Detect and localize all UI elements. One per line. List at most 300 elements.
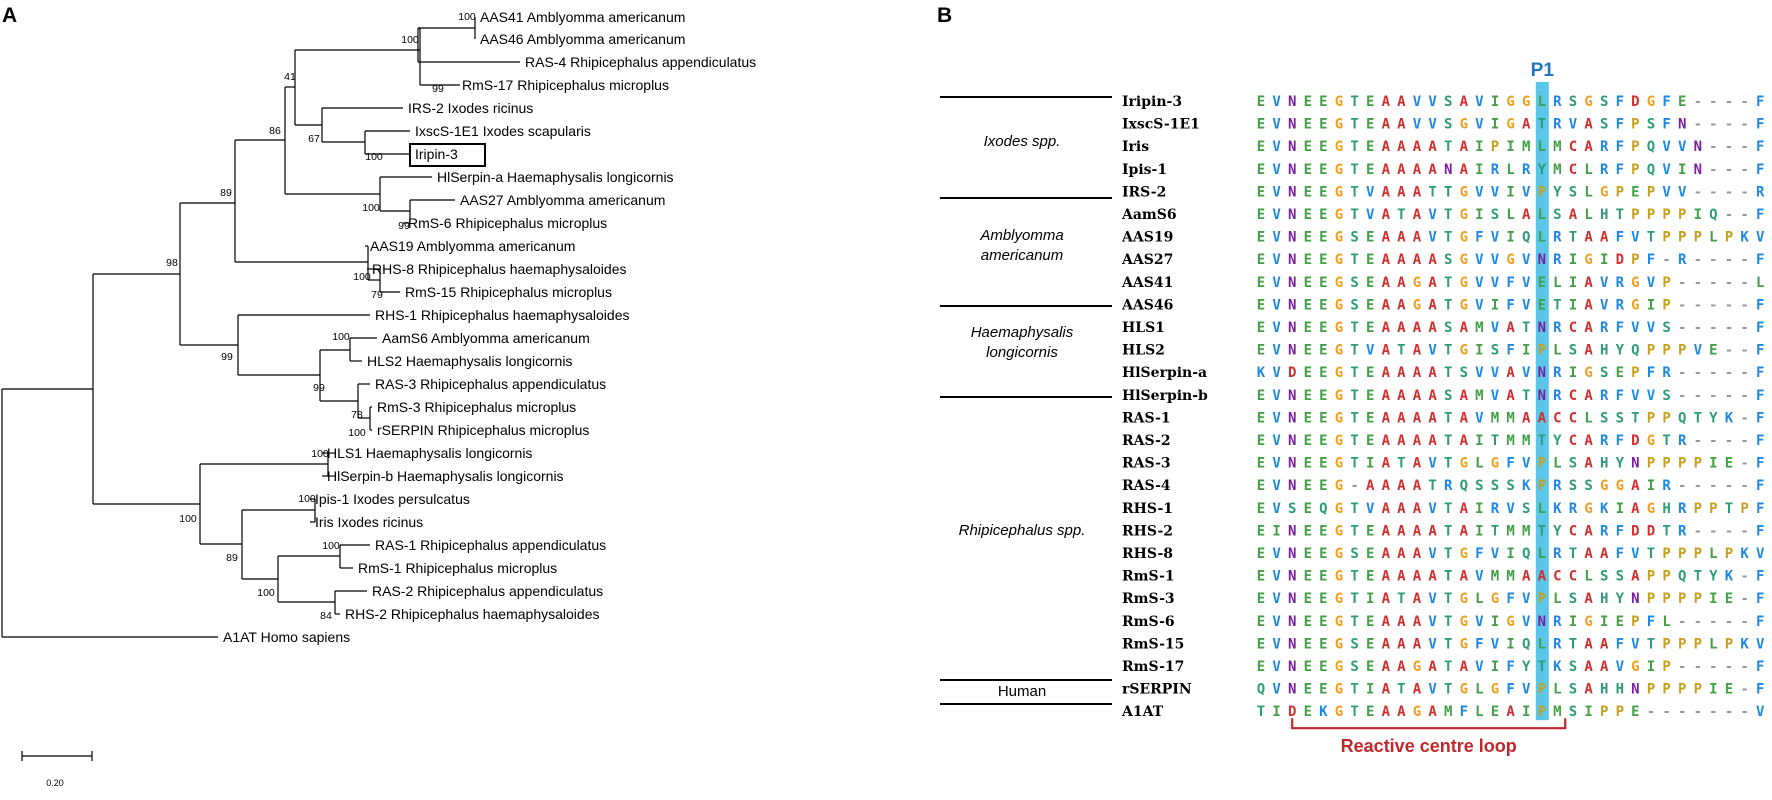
- residue: P: [1662, 410, 1671, 427]
- residue: -: [1350, 478, 1359, 495]
- residue: E: [1256, 636, 1266, 653]
- residue: H: [1599, 207, 1609, 223]
- residue: R: [1615, 274, 1625, 291]
- residue: F: [1506, 342, 1515, 359]
- residue: -: [1724, 139, 1734, 156]
- residue: -: [1709, 659, 1718, 675]
- residue: T: [1490, 523, 1500, 540]
- tree-tip-label: Ipis-1 Ixodes persulcatus: [315, 491, 470, 507]
- residue: A: [1459, 433, 1469, 449]
- residue: L: [1584, 207, 1593, 223]
- residue: M: [1475, 320, 1484, 336]
- residue: E: [1256, 387, 1266, 404]
- residue: E: [1319, 681, 1328, 698]
- bootstrap-value: 100: [365, 151, 383, 163]
- sequence-row: [1257, 659, 1772, 675]
- residue: R: [1677, 500, 1687, 517]
- residue: S: [1568, 94, 1578, 110]
- residue: T: [1662, 523, 1671, 540]
- residue: P: [1490, 139, 1500, 156]
- residue: -: [1724, 659, 1734, 675]
- residue: V: [1475, 297, 1484, 314]
- residue: F: [1755, 252, 1765, 269]
- residue: T: [1568, 229, 1578, 246]
- residue: E: [1303, 568, 1313, 585]
- residue: K: [1724, 410, 1734, 427]
- residue: T: [1350, 139, 1359, 156]
- sequence-row: [1257, 569, 1772, 585]
- sequence-row: [1257, 388, 1772, 404]
- residue: T: [1521, 387, 1531, 404]
- residue: V: [1428, 229, 1437, 246]
- residue: S: [1568, 184, 1578, 201]
- residue: T: [1537, 433, 1547, 449]
- residue: H: [1599, 681, 1609, 698]
- residue: N: [1287, 546, 1297, 562]
- sequence-row: [1257, 184, 1772, 200]
- residue: T: [1350, 365, 1359, 382]
- residue: V: [1365, 184, 1375, 201]
- residue: V: [1662, 161, 1671, 178]
- residue: T: [1615, 207, 1625, 223]
- residue: Q: [1319, 500, 1328, 517]
- residue: -: [1709, 161, 1718, 178]
- residue: P: [1677, 546, 1687, 562]
- group-label: Amblyomma: [980, 227, 1064, 244]
- residue: P: [1693, 455, 1703, 472]
- residue: A: [1397, 410, 1406, 427]
- residue: P: [1537, 704, 1547, 721]
- residue: V: [1365, 207, 1375, 223]
- residue: F: [1755, 94, 1765, 110]
- residue: L: [1584, 568, 1593, 585]
- residue: L: [1537, 500, 1547, 517]
- residue: S: [1350, 659, 1359, 675]
- residue: A: [1381, 320, 1391, 336]
- residue: I: [1646, 297, 1656, 314]
- residue: I: [1490, 116, 1500, 133]
- residue: I: [1490, 94, 1500, 110]
- residue: I: [1475, 207, 1484, 223]
- residue: -: [1740, 207, 1749, 223]
- residue: E: [1303, 433, 1313, 449]
- residue: E: [1303, 229, 1313, 246]
- residue: F: [1755, 387, 1765, 404]
- residue: -: [1709, 116, 1718, 133]
- residue: A: [1521, 116, 1531, 133]
- residue: -: [1724, 613, 1734, 630]
- residue: -: [1740, 116, 1749, 133]
- residue: V: [1475, 184, 1484, 201]
- residue: V: [1412, 116, 1422, 133]
- residue: C: [1553, 410, 1562, 427]
- residue: I: [1584, 704, 1593, 721]
- residue: E: [1365, 410, 1375, 427]
- residue: E: [1256, 252, 1266, 269]
- residue: Q: [1521, 229, 1531, 246]
- residue: E: [1319, 94, 1328, 110]
- residue: -: [1740, 410, 1749, 427]
- residue: I: [1365, 681, 1375, 698]
- residue: T: [1350, 455, 1359, 472]
- residue: E: [1319, 410, 1328, 427]
- residue: E: [1724, 455, 1734, 472]
- residue: H: [1599, 342, 1609, 359]
- residue: A: [1428, 365, 1437, 382]
- residue: R: [1599, 523, 1609, 540]
- residue: V: [1631, 636, 1640, 653]
- tree-tip-label: HlSerpin-a Haemaphysalis longicornis: [437, 169, 674, 185]
- residue: F: [1755, 116, 1765, 133]
- residue: V: [1755, 546, 1765, 562]
- residue: V: [1475, 274, 1484, 291]
- residue: T: [1443, 342, 1453, 359]
- residue: P: [1740, 500, 1749, 517]
- residue: G: [1584, 500, 1593, 517]
- residue: V: [1521, 365, 1531, 382]
- bootstrap-value: 100: [298, 493, 316, 505]
- residue: E: [1303, 478, 1313, 495]
- residue: G: [1334, 681, 1344, 698]
- residue: Y: [1521, 659, 1531, 675]
- scale-bar-label: 0.20: [46, 778, 64, 788]
- residue: F: [1459, 704, 1469, 721]
- residue: L: [1553, 681, 1562, 698]
- residue: L: [1584, 184, 1593, 201]
- residue: Q: [1256, 681, 1266, 698]
- residue: C: [1568, 161, 1578, 178]
- residue: P: [1693, 681, 1703, 698]
- residue: F: [1755, 365, 1765, 382]
- residue: V: [1428, 681, 1437, 698]
- residue: T: [1350, 161, 1359, 178]
- residue: A: [1506, 704, 1515, 721]
- residue: -: [1693, 320, 1703, 336]
- residue: T: [1350, 342, 1359, 359]
- residue: N: [1287, 207, 1297, 223]
- residue: G: [1459, 613, 1469, 630]
- residue: A: [1381, 546, 1391, 562]
- bootstrap-value: 99: [221, 351, 233, 363]
- panel-label-b: B: [937, 4, 953, 27]
- residue: F: [1755, 433, 1765, 449]
- residue: M: [1521, 523, 1531, 540]
- residue: N: [1537, 613, 1547, 630]
- residue: K: [1521, 478, 1531, 495]
- group-label: longicornis: [986, 344, 1058, 361]
- sequence-name: RmS-6: [1122, 613, 1175, 630]
- residue: T: [1443, 229, 1453, 246]
- residue: V: [1693, 342, 1703, 359]
- residue: T: [1428, 184, 1437, 201]
- residue: F: [1755, 207, 1765, 223]
- residue: -: [1693, 433, 1703, 449]
- sequence-name: RAS-3: [1122, 455, 1171, 472]
- residue: E: [1365, 546, 1375, 562]
- residue: E: [1724, 681, 1734, 698]
- residue: E: [1303, 161, 1313, 178]
- residue: E: [1319, 207, 1328, 223]
- sequence-row: [1257, 207, 1772, 223]
- residue: I: [1490, 659, 1500, 675]
- residue: -: [1724, 252, 1734, 269]
- residue: V: [1428, 116, 1437, 133]
- residue: A: [1412, 546, 1422, 562]
- sequence-name: IRS-2: [1122, 184, 1167, 201]
- residue: V: [1272, 659, 1281, 675]
- residue: E: [1256, 139, 1266, 156]
- residue: A: [1381, 500, 1391, 517]
- residue: E: [1256, 568, 1266, 585]
- residue: V: [1272, 342, 1281, 359]
- residue: G: [1490, 591, 1500, 608]
- residue: -: [1740, 139, 1749, 156]
- residue: V: [1490, 365, 1500, 382]
- residue: E: [1256, 297, 1266, 314]
- sequence-name: RHS-2: [1122, 523, 1174, 540]
- residue: F: [1475, 636, 1484, 653]
- residue: A: [1397, 523, 1406, 540]
- residue: E: [1303, 297, 1313, 314]
- residue: -: [1693, 659, 1703, 675]
- residue: V: [1521, 455, 1531, 472]
- residue: -: [1724, 387, 1734, 404]
- residue: G: [1334, 252, 1344, 269]
- residue: A: [1506, 320, 1515, 336]
- residue: -: [1693, 116, 1703, 133]
- residue: I: [1568, 297, 1578, 314]
- residue: N: [1287, 455, 1297, 472]
- residue: I: [1568, 252, 1578, 269]
- residue: S: [1662, 387, 1671, 404]
- residue: G: [1490, 455, 1500, 472]
- residue: E: [1319, 433, 1328, 449]
- residue: E: [1256, 274, 1266, 291]
- residue: T: [1350, 320, 1359, 336]
- residue: G: [1459, 591, 1469, 608]
- residue: F: [1506, 455, 1515, 472]
- tree-tip-label: HlSerpin-b Haemaphysalis longicornis: [327, 468, 564, 484]
- residue: V: [1412, 94, 1422, 110]
- residue: K: [1740, 229, 1749, 246]
- sequence-row: [1257, 252, 1772, 268]
- residue: A: [1381, 659, 1391, 675]
- bootstrap-value: 100: [311, 448, 329, 460]
- residue: E: [1303, 342, 1313, 359]
- residue: T: [1350, 116, 1359, 133]
- sequence-name: rSERPIN: [1122, 681, 1192, 698]
- residue: N: [1537, 365, 1547, 382]
- residue: M: [1506, 568, 1515, 585]
- residue: R: [1553, 94, 1562, 110]
- residue: N: [1631, 455, 1640, 472]
- residue: G: [1334, 591, 1344, 608]
- sequence-name: RHS-1: [1122, 500, 1174, 517]
- residue: A: [1381, 94, 1391, 110]
- bootstrap-value: 89: [226, 552, 238, 564]
- residue: E: [1256, 207, 1266, 223]
- residue: F: [1615, 116, 1625, 133]
- residue: A: [1412, 252, 1422, 269]
- residue: E: [1303, 207, 1313, 223]
- residue: I: [1490, 297, 1500, 314]
- residue: P: [1662, 568, 1671, 585]
- residue: S: [1599, 410, 1609, 427]
- residue: V: [1521, 591, 1531, 608]
- residue: V: [1615, 659, 1625, 675]
- residue: S: [1350, 229, 1359, 246]
- residue: A: [1397, 320, 1406, 336]
- residue: N: [1287, 659, 1297, 675]
- residue: V: [1475, 568, 1484, 585]
- residue: A: [1381, 704, 1391, 721]
- residue: A: [1584, 139, 1593, 156]
- residue: F: [1755, 320, 1765, 336]
- residue: N: [1287, 184, 1297, 201]
- residue: Y: [1709, 568, 1718, 585]
- residue: S: [1568, 659, 1578, 675]
- residue: A: [1397, 184, 1406, 201]
- residue: -: [1724, 365, 1734, 382]
- residue: -: [1740, 365, 1749, 382]
- residue: N: [1287, 410, 1297, 427]
- residue: M: [1553, 139, 1562, 156]
- residue: T: [1521, 320, 1531, 336]
- residue: S: [1615, 410, 1625, 427]
- residue: M: [1490, 568, 1500, 585]
- residue: N: [1287, 297, 1297, 314]
- residue: E: [1319, 478, 1328, 495]
- residue: T: [1443, 659, 1453, 675]
- residue: V: [1272, 478, 1281, 495]
- residue: D: [1287, 365, 1297, 382]
- sequence-name: HLS1: [1122, 320, 1165, 336]
- residue: E: [1319, 252, 1328, 269]
- residue: M: [1506, 410, 1515, 427]
- residue: I: [1475, 139, 1484, 156]
- residue: M: [1506, 523, 1515, 540]
- residue: P: [1724, 229, 1734, 246]
- tree-tip-label: RmS-17 Rhipicephalus microplus: [462, 77, 669, 93]
- sequence-row: [1257, 501, 1772, 517]
- residue: I: [1521, 704, 1531, 721]
- residue: -: [1740, 704, 1749, 721]
- residue: A: [1428, 523, 1437, 540]
- residue: G: [1334, 342, 1344, 359]
- residue: T: [1553, 297, 1562, 314]
- residue: M: [1521, 139, 1531, 156]
- residue: M: [1490, 410, 1500, 427]
- residue: E: [1631, 184, 1640, 201]
- residue: N: [1287, 568, 1297, 585]
- residue: A: [1381, 410, 1391, 427]
- residue: -: [1693, 613, 1703, 630]
- residue: I: [1475, 342, 1484, 359]
- residue: P: [1646, 681, 1656, 698]
- residue: I: [1506, 229, 1515, 246]
- residue: K: [1740, 636, 1749, 653]
- residue: G: [1334, 94, 1344, 110]
- residue: N: [1693, 139, 1703, 156]
- residue: R: [1568, 500, 1578, 517]
- residue: G: [1646, 94, 1656, 110]
- bootstrap-value: 100: [353, 271, 371, 283]
- residue: I: [1506, 184, 1515, 201]
- residue: R: [1599, 387, 1609, 404]
- residue: F: [1755, 591, 1765, 608]
- residue: E: [1709, 342, 1718, 359]
- residue: H: [1599, 591, 1609, 608]
- residue: E: [1303, 139, 1313, 156]
- residue: V: [1490, 546, 1500, 562]
- residue: T: [1537, 523, 1547, 540]
- residue: S: [1599, 568, 1609, 585]
- residue: -: [1693, 274, 1703, 291]
- tree-tip-label: RmS-15 Rhipicephalus microplus: [405, 284, 612, 300]
- residue: P: [1646, 342, 1656, 359]
- residue: V: [1272, 568, 1281, 585]
- residue: I: [1365, 455, 1375, 472]
- residue: G: [1584, 252, 1593, 269]
- residue: V: [1755, 704, 1765, 721]
- residue: L: [1584, 161, 1593, 178]
- residue: -: [1662, 252, 1671, 269]
- residue: -: [1709, 274, 1718, 291]
- residue: A: [1584, 387, 1593, 404]
- residue: E: [1537, 274, 1547, 291]
- residue: Y: [1615, 455, 1625, 472]
- residue: R: [1553, 478, 1562, 495]
- residue: Q: [1646, 139, 1656, 156]
- residue: T: [1443, 546, 1453, 562]
- tree-tip-label: IxscS-1E1 Ixodes scapularis: [415, 123, 591, 139]
- residue: G: [1334, 500, 1344, 517]
- residue: A: [1428, 139, 1437, 156]
- sequence-name: AAS27: [1122, 252, 1174, 269]
- residue: P: [1537, 342, 1547, 359]
- residue: A: [1397, 478, 1406, 495]
- residue: E: [1303, 184, 1313, 201]
- residue: -: [1693, 94, 1703, 110]
- sequence-row: [1257, 456, 1772, 472]
- residue: A: [1397, 365, 1406, 382]
- residue: A: [1412, 320, 1422, 336]
- residue: G: [1334, 704, 1344, 721]
- residue: P: [1646, 184, 1656, 201]
- residue: V: [1428, 546, 1437, 562]
- residue: D: [1287, 704, 1297, 721]
- residue: G: [1334, 161, 1344, 178]
- residue: A: [1584, 523, 1593, 540]
- residue: -: [1693, 704, 1703, 721]
- residue: E: [1319, 523, 1328, 540]
- residue: I: [1475, 161, 1484, 178]
- residue: M: [1553, 704, 1562, 721]
- residue: G: [1599, 478, 1609, 495]
- residue: L: [1475, 681, 1484, 698]
- residue: E: [1256, 433, 1266, 449]
- residue: I: [1568, 274, 1578, 291]
- residue: A: [1381, 591, 1391, 608]
- residue: V: [1272, 161, 1281, 178]
- residue: Y: [1553, 184, 1562, 201]
- residue: E: [1365, 252, 1375, 269]
- residue: V: [1272, 433, 1281, 449]
- residue: S: [1443, 320, 1453, 336]
- residue: D: [1631, 433, 1640, 449]
- residue: -: [1740, 320, 1749, 336]
- residue: V: [1568, 116, 1578, 133]
